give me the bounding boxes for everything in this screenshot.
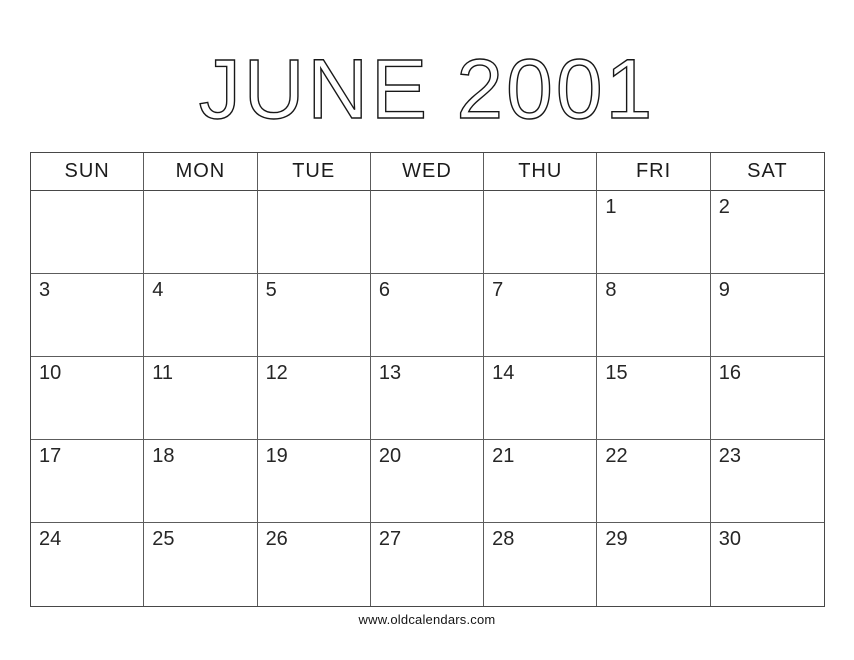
day-cell-5: 5: [258, 274, 371, 357]
day-cell-20: 20: [371, 440, 484, 523]
day-cell-13: 13: [371, 357, 484, 440]
day-cell-16: 16: [711, 357, 824, 440]
day-cell-26: 26: [258, 523, 371, 606]
day-header-sun: SUN: [31, 153, 144, 191]
day-cell-30: 30: [718, 528, 741, 550]
page-title: [0, 0, 854, 150]
day-cell-28: 28: [484, 523, 597, 606]
day-cell-10: 10: [31, 357, 144, 440]
day-cell-6: 6: [371, 274, 484, 357]
day-cell-8: 8: [597, 274, 710, 357]
day-cell-empty: [371, 191, 484, 274]
day-cell-23: 23: [711, 440, 824, 523]
day-cell-14: 14: [484, 357, 597, 440]
day-cell-3: 3: [31, 274, 144, 357]
day-cell-empty: [31, 191, 144, 274]
day-cell-empty: [258, 191, 371, 274]
day-header-wed: WED: [371, 153, 484, 191]
day-cell-4: 4: [144, 274, 257, 357]
day-cell-18: 18: [144, 440, 257, 523]
day-cell-empty: [144, 191, 257, 274]
day-cell-7: 7: [484, 274, 597, 357]
day-header-tue: TUE: [258, 153, 371, 191]
day-header-sat: SAT: [711, 153, 824, 191]
day-header-fri: FRI: [597, 153, 710, 191]
day-cell-19: 19: [258, 440, 371, 523]
day-cell-25: 25: [144, 523, 257, 606]
day-cell-empty: [484, 191, 597, 274]
day-cell-22: 22: [597, 440, 710, 523]
day-cell-9: 9: [711, 274, 824, 357]
day-cell-21: 21: [484, 440, 597, 523]
calendar-grid: [30, 152, 825, 607]
day-cell-27: 27: [371, 523, 484, 606]
day-cell-12: 12: [258, 357, 371, 440]
day-cell-2: 2: [711, 191, 824, 274]
day-cell-17: 17: [31, 440, 144, 523]
day-cell-24: 24: [31, 523, 144, 606]
title-text: JUNE 2001: [198, 42, 656, 136]
day-cell-1: 1: [597, 191, 710, 274]
day-header-mon: MON: [144, 153, 257, 191]
day-cell-15: 15: [597, 357, 710, 440]
day-header-thu: THU: [484, 153, 597, 191]
day-cell-29: 29: [597, 523, 710, 606]
footer-url: www.oldcalendars.com: [358, 612, 496, 627]
day-cell-11: 11: [144, 357, 257, 440]
